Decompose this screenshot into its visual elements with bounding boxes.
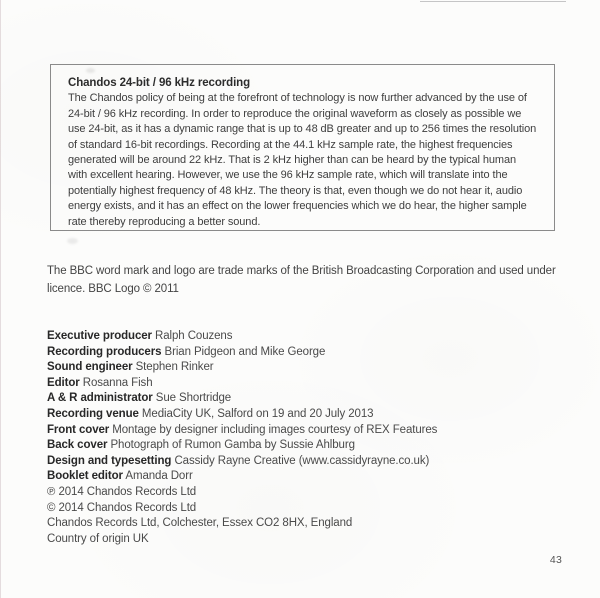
- info-box-title: Chandos 24-bit / 96 kHz recording: [68, 77, 251, 89]
- credit-label: Recording producers: [47, 345, 162, 358]
- credit-line: [47, 454, 559, 470]
- credit-value: Photograph of Rumon Gamba by Sussie Ahlburg: [110, 439, 355, 452]
- credit-label: Recording venue: [47, 407, 139, 420]
- credit-value: Brian Pidgeon and Mike George: [164, 345, 326, 358]
- origin-line: Country of origin UK: [47, 532, 149, 545]
- address-line: Chandos Records Ltd, Colchester, Essex CO2 8HX, England: [47, 517, 353, 530]
- credit-value: Stephen Rinker: [135, 361, 214, 374]
- scan-edge-artifact: [0, 0, 1, 598]
- credit-value: Sue Shortridge: [155, 392, 232, 405]
- credit-line: [47, 469, 559, 485]
- credit-label: Front cover: [47, 423, 110, 436]
- credit-line: [47, 345, 559, 361]
- copyright-line: © 2014 Chandos Records Ltd: [47, 501, 197, 514]
- credit-value: Ralph Couzens: [155, 330, 233, 342]
- credit-value: Amanda Dorr: [125, 470, 193, 483]
- credit-label: Sound engineer: [47, 361, 133, 374]
- recording-info-box: [50, 64, 555, 231]
- credit-line: [47, 423, 559, 439]
- credit-label: Booklet editor: [47, 470, 123, 483]
- credit-line: [47, 438, 559, 454]
- bbc-trademark-notice: The BBC word mark and logo are trade marks of the British Broadcasting Corporation and used under licence. BBC Logo © 2011: [47, 265, 556, 295]
- credit-label: Back cover: [47, 439, 108, 452]
- credit-label: Editor: [47, 376, 80, 389]
- page-number: 43: [549, 554, 562, 566]
- scan-hairline-artifact: [420, 1, 566, 2]
- credit-value: Montage by designer including images courtesy of REX Features: [112, 423, 438, 436]
- credits-block: [47, 329, 559, 547]
- credit-value: Cassidy Rayne Creative (www.cassidyrayne.co.uk): [174, 454, 430, 467]
- credit-line: [47, 329, 559, 345]
- credit-value: MediaCity UK, Salford on 19 and 20 July 2013: [141, 407, 374, 420]
- phonogram-copyright-line: ℗ 2014 Chandos Records Ltd: [47, 485, 197, 498]
- credit-label: Executive producer: [47, 330, 152, 342]
- credit-line: [47, 376, 559, 392]
- credit-label: Design and typesetting: [47, 454, 172, 467]
- credit-line: [47, 391, 559, 407]
- scan-smudge-artifact: [67, 238, 78, 244]
- credit-line: [47, 407, 559, 423]
- credit-value: Rosanna Fish: [82, 376, 153, 389]
- credit-line: [47, 360, 559, 376]
- info-box-body: The Chandos policy of being at the forefront of technology is now further advanced by the use of 24-bit / 96 kHz recording. In order to reproduce the original waveform as closely as possible we use 24-bit, as it has a dynamic range that is up to 48 dB greater and up to 256 times the resolution of standard 16-bit recordings. Recording at the 44.1 kHz sample rate, the highest frequencies generated will be around 22 kHz. That is 2 kHz higher than can be heard by the typical human with excellent hearing. However, we use the 96 kHz sample rate, which will translate into the potentially highest frequency of 48 kHz. The theory is that, even though we do not hear it, audio energy exists, and it has an effect on the lower frequencies which we do hear, the higher sample rate thereby reproducing a better sound.: [68, 92, 537, 228]
- credit-label: A & R administrator: [47, 392, 153, 405]
